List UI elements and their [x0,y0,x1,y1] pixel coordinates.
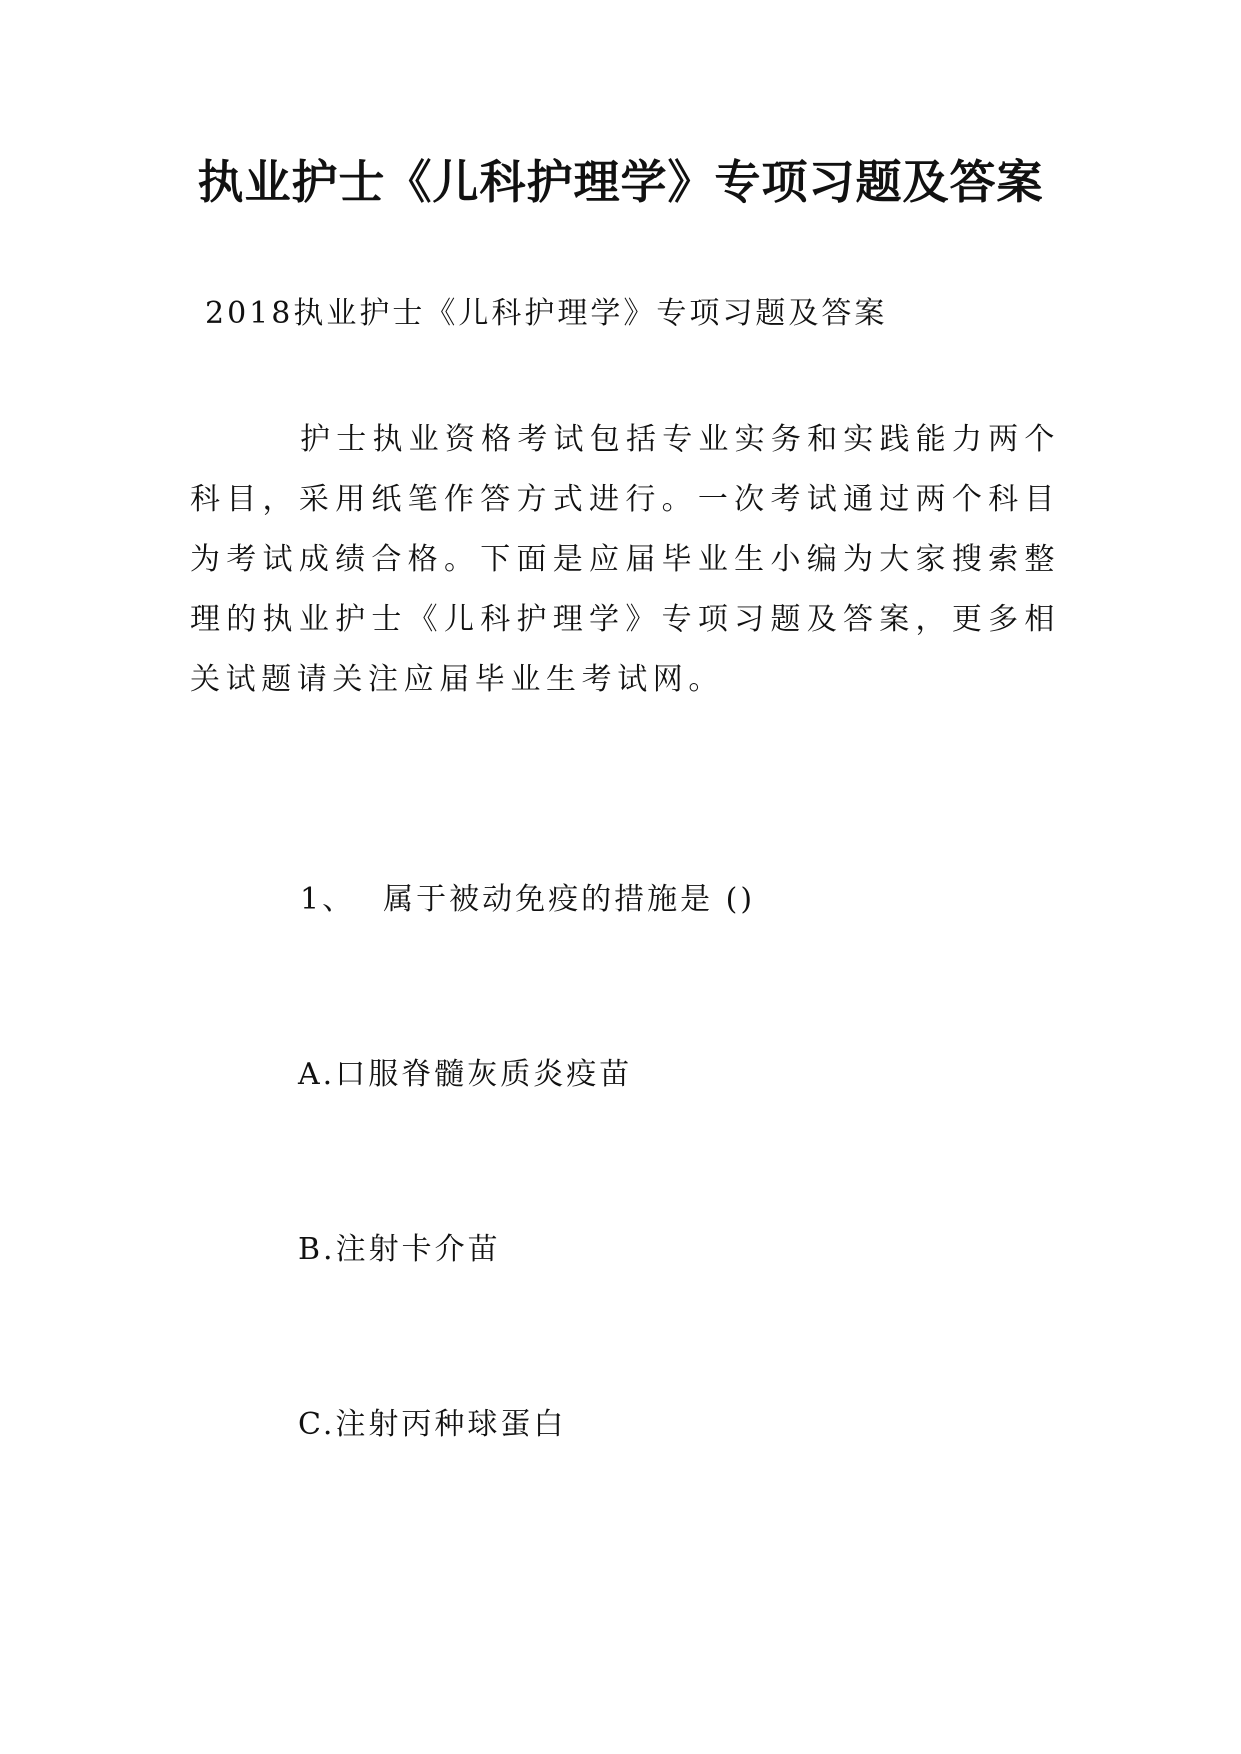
option-b: B.注射卡介苗 [298,1232,501,1267]
question-number: 1、 [300,882,356,917]
question-1 [300,880,755,920]
question-text: 属于被动免疫的措施是 () [383,882,756,917]
document-title: 执业护士《儿科护理学》专项习题及答案 [197,155,1044,209]
document-subtitle: 2018执业护士《儿科护理学》专项习题及答案 [205,296,888,331]
option-a: A.口服脊髓灰质炎疫苗 [298,1057,633,1092]
option-c: C.注射丙种球蛋白 [298,1407,567,1442]
intro-paragraph: 护士执业资格考试包括专业实务和实践能力两个科目，采用纸笔作答方式进行。一次考试通过两个科目为考试成绩合格。下面是应届毕业生小编为大家搜索整理的执业护士《儿科护理学》专项习题及答案，更多相关试题请关注应届毕业生考试网。 [190,422,1060,697]
